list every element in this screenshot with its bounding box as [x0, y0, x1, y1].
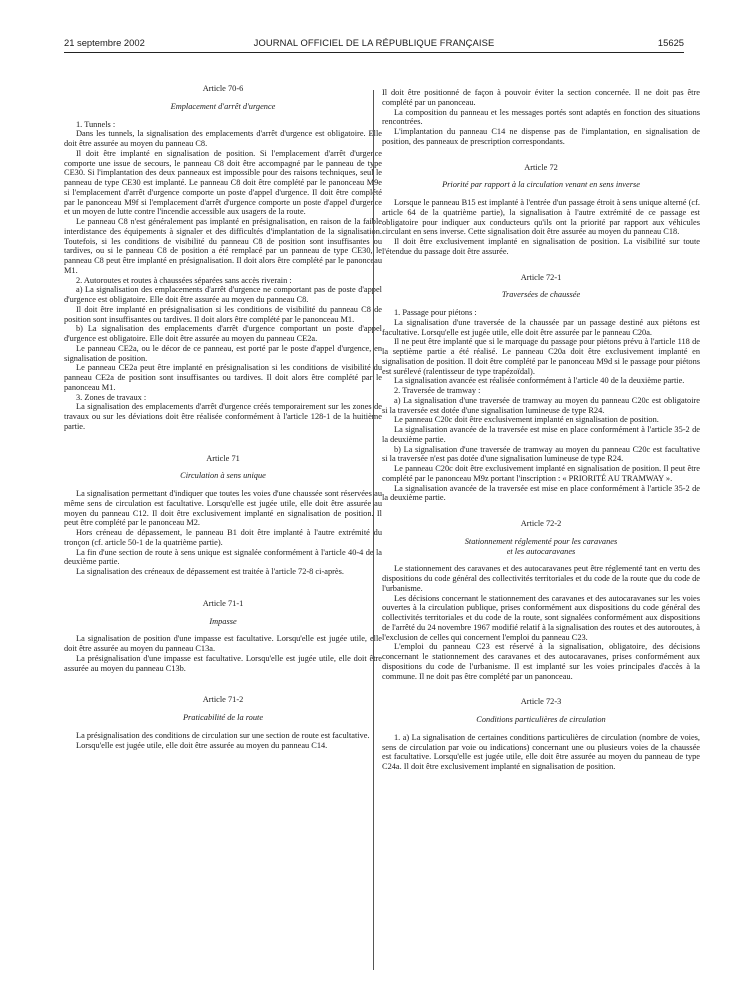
spacer [64, 723, 382, 731]
paragraph: a) La signalisation d'une traversée de tramway au moyen du panneau C20c est obligatoire si la traversée est dotée d'une signalisation lumineuse de type R24. [382, 395, 700, 415]
paragraph: Hors créneau de dépassement, le panneau B1 doit être implanté à l'autre extrémité du tronçon (cf. article 50-1 de la quatrième partie). [64, 528, 382, 547]
spacer [64, 112, 382, 120]
paragraph: Il ne peut être implanté que si le marquage du passage pour piétons prévu à l'article 118 de la septième partie a été réalisé. Le panneau C20a doit être exclusivement implanté en signalisation de position. Il doit être complété par le panonceau M9d si le passage pour piétons est surélevé (ralentisseur de type trapézoïdal). [382, 337, 700, 376]
paragraph: La présignalisation des conditions de circulation sur une section de route est facultative. [76, 730, 370, 740]
paragraph: La signalisation des emplacements d'arrêt d'urgence créés temporairement sur les zones de travaux ou sur les déviations doit être réalisée conformément à l'article 128-1 de la huitième partie. [64, 402, 382, 431]
paragraph: L'implantation du panneau C14 ne dispense pas de l'implantation, en signalisation de position, des panneaux de prescription correspondants. [382, 127, 700, 146]
spacer [382, 503, 700, 519]
paragraph: La signalisation avancée est réalisée conformément à l'article 40 de la deuxième partie. [394, 376, 685, 386]
paragraph: Le panneau C20c doit être exclusivement implanté en signalisation de position. Il peut être complété par le panonceau M9z portant l'inscription : « PRIORITÉ AU TRAMWAY ». [382, 464, 700, 483]
spacer [382, 282, 700, 290]
spacer [64, 673, 382, 695]
column-divider [373, 90, 374, 970]
paragraph: b) La signalisation des emplacements d'arrêt d'urgence comportant un poste d'appel d'urgence est obligatoire. Elle doit être assurée au moyen du panneau CE2a. [64, 324, 382, 343]
paragraph: Dans les tunnels, la signalisation des emplacements d'arrêt d'urgence est obligatoire. Elle doit être assurée au moyen du panneau C8. [64, 129, 382, 148]
paragraph: Il doit être exclusivement implanté en signalisation de position. La visibilité sur toute l'étendue du passage doit être assurée. [382, 237, 700, 256]
paragraph: Les décisions concernant le stationnement des caravanes et des autocaravanes sur les voies ouvertes à la circulation publique, prises conformément aux dispositions du code général des collectivités territoriales et du code de la route, sont signalées conformément aux dispositions de l'arrêté du 24 novembre 1967 modifié relatif à la signalisation des routes et des autoroutes, à l'exclusion de celles qui concernent l'emploi du panneau C23. [382, 593, 700, 642]
article-heading: Article 72-2 [520, 519, 562, 528]
paragraph: Le panneau C8 n'est généralement pas implanté en présignalisation, en raison de la faible interdistance des équipements à signaler et des difficultés d'implantation de la signalisation. Toutefois, si les conditions de visibilité du panneau C8 de position sont insuffisantes ou tardives, ou si le panneau C8 de position a été remplacé par un panneau de type CE30, le panneau C8 peut être implanté en présignalisation. Il doit alors être complété par le panonceau M1. [64, 217, 382, 275]
paragraph: La signalisation des créneaux de dépassement est traitée à l'article 72-8 ci-après. [76, 567, 344, 576]
spacer [382, 172, 700, 180]
spacer [382, 190, 700, 198]
spacer [382, 725, 700, 733]
spacer [64, 609, 382, 617]
spacer [64, 463, 382, 471]
article-subtitle: Priorité par rapport à la circulation venant en sens inverse [442, 180, 640, 190]
paragraph: Le panneau CE2a peut être implanté en présignalisation si les conditions de visibilité du panneau CE2a de position sont insuffisantes ou tardives. Il doit alors être complété par le panonceau M1. [64, 363, 382, 392]
paragraph: La signalisation de position d'une impasse est facultative. Lorsqu'elle est jugée utile, elle doit être assurée au moyen du panneau C13a. [64, 634, 382, 653]
spacer [64, 481, 382, 489]
journal-title: JOURNAL OFFICIEL DE LA RÉPUBLIQUE FRANÇAISE [253, 37, 495, 48]
paragraph: 1. a) La signalisation de certaines conditions particulières de circulation (nombre de voies, sens de circulation par voie ou indications) concernant une ou plusieurs voies de la chaussée est facultative. Lorsqu'elle est jugée utile, elle doit être assurée au moyen du panneau de type C24a. Il doit être exclusivement implanté en signalisation de position. [382, 732, 700, 771]
article-subtitle: Impasse [209, 616, 237, 626]
spacer [382, 147, 700, 163]
article-subtitle: Traversées de chaussée [501, 290, 581, 300]
article-subtitle: Circulation à sens unique [180, 471, 266, 481]
article-heading: Article 70-6 [202, 84, 244, 93]
spacer [382, 529, 700, 537]
article-subtitle: Praticabilité de la route [182, 713, 264, 722]
spacer [382, 681, 700, 697]
paragraph: Lorsqu'elle est jugée utile, elle doit être assurée au moyen du panneau C14. [76, 740, 328, 750]
paragraph: Il doit être implanté en présignalisation si les conditions de visibilité du panneau C8 de position sont insuffisantes ou tardives. Il doit alors être complété par le panonceau M1. [64, 304, 382, 324]
article-heading: Article 72-1 [520, 272, 562, 282]
spacer [382, 257, 700, 273]
spacer [64, 432, 382, 454]
article-heading: Article 71-2 [202, 695, 244, 705]
spacer [64, 94, 382, 102]
paragraph: 2. Autoroutes et routes à chaussées séparées sans accès riverain : [76, 275, 292, 285]
article-heading: Article 71-1 [202, 598, 244, 608]
spacer [64, 626, 382, 634]
paragraph: La fin d'une section de route à sens unique est signalée conformément à l'article 40-4 de la deuxième partie. [64, 547, 382, 567]
spacer [382, 300, 700, 308]
header-rule [64, 52, 684, 53]
paragraph: Le panneau C20c doit être exclusivement implanté en signalisation de position. [394, 415, 659, 425]
spacer [64, 705, 382, 713]
paragraph: Il doit être positionné de façon à pouvoir éviter la section concernée. Il ne doit pas être complété par un panonceau. [382, 88, 700, 107]
publication-date: 21 septembre 2002 [64, 37, 145, 48]
paragraph: La signalisation d'une traversée de la chaussée par un passage destiné aux piétons est facultative. Lorsqu'elle est jugée utile, elle doit être assurée par le panneau C20a. [382, 317, 700, 337]
article-subtitle: Conditions particulières de circulation [476, 715, 606, 724]
paragraph: 3. Zones de travaux : [76, 392, 147, 402]
paragraph: L'emploi du panneau C23 est réservé à la signalisation, obligatoire, des décisions concernant le stationnement des caravanes et des autocaravanes, prises conformément aux dispositions du code de l'urbanisme. Il est implanté sur les voies principales d'accès à la commune. Il ne doit pas être complété par un panonceau. [382, 642, 700, 681]
article-subtitle: Emplacement d'arrêt d'urgence [170, 101, 276, 111]
article-heading: Article 71 [206, 453, 240, 463]
paragraph: La signalisation permettant d'indiquer que toutes les voies d'une chaussée sont réservées au même sens de circulation est facultative. Lorsqu'elle est jugée utile, elle doit être assurée au moyen du panneau C12. Il doit être exclusivement implanté en signalisation de position. Il peut être complété par le panonceau M2. [64, 489, 382, 528]
paragraph: Lorsque le panneau B15 est implanté à l'entrée d'un passage étroit à sens unique alterné (cf. article 64 de la quatrième partie), la signalisation à l'autre extrémité de ce passage est obligatoire pour indiquer aux conducteurs qu'ils ont la priorité par rapport aux véhicules circulant en sens inverse. Cette signalisation doit être assurée au moyen du panneau C18. [382, 198, 700, 237]
article-subtitle: et les autocaravanes [506, 546, 576, 556]
paragraph: 1. Tunnels : [76, 119, 116, 129]
paragraph: Il doit être implanté en signalisation de position. Si l'emplacement d'arrêt d'urgence comporte une issue de secours, le panneau C8 doit être accompagné par le panneau de type CE30. Si l'implantation des deux panneaux est impossible pour des raisons techniques, seul le panneau de type CE30 est implanté. Le panneau C8 doit être complété par le panonceau M9e si l'emplacement d'arrêt d'urgence comporte un poste d'appel d'urgence. Il doit être complété par le panonceau M9f si l'emplacement d'arrêt d'urgence comporte un poste d'appel d'urgence et un moyen de lutte contre l'incendie accessible aux usagers de la route. [64, 148, 382, 217]
paragraph: 1. Passage pour piétons : [394, 308, 477, 317]
article-heading: Article 72-3 [520, 697, 562, 707]
page-number: 15625 [657, 37, 684, 48]
spacer [382, 556, 700, 564]
paragraph: a) La signalisation des emplacements d'arrêt d'urgence ne comportant pas de poste d'appel d'urgence est obligatoire. Elle doit être assurée au moyen du panneau C8. [64, 285, 382, 304]
paragraph: Le panneau CE2a, ou le décor de ce panneau, est porté par le poste d'appel d'urgence, en signalisation de position. [64, 343, 382, 363]
paragraph: La présignalisation d'une impasse est facultative. Lorsqu'elle est jugée utile, elle doit être assurée au moyen du panneau C13b. [64, 653, 382, 673]
article-heading: Article 72 [524, 162, 558, 172]
spacer [382, 707, 700, 715]
article-subtitle: Stationnement réglementé pour les caravanes [464, 536, 618, 546]
paragraph: La composition du panneau et les messages portés sont adaptés en fonction des situations rencontrées. [382, 107, 700, 127]
left-column [64, 84, 382, 750]
paragraph: La signalisation avancée de la traversée est mise en place conformément à l'article 35-2 de la deuxième partie. [382, 483, 700, 503]
right-column [382, 88, 700, 772]
page-header [64, 37, 684, 51]
paragraph: Le stationnement des caravanes et des autocaravanes peut être réglementé tant en vertu des dispositions du code général des collectivités territoriales et du code de la route que du code de l'urbanisme. [382, 564, 700, 593]
paragraph: b) La signalisation d'une traversée de tramway au moyen du panneau C20c est facultative si la traversée n'est pas dotée d'une signalisation lumineuse de type R24. [382, 444, 700, 464]
spacer [64, 577, 382, 599]
paragraph: 2. Traversée de tramway : [394, 386, 481, 395]
paragraph: La signalisation avancée de la traversée est mise en place conformément à l'article 35-2 de la deuxième partie. [382, 425, 700, 444]
